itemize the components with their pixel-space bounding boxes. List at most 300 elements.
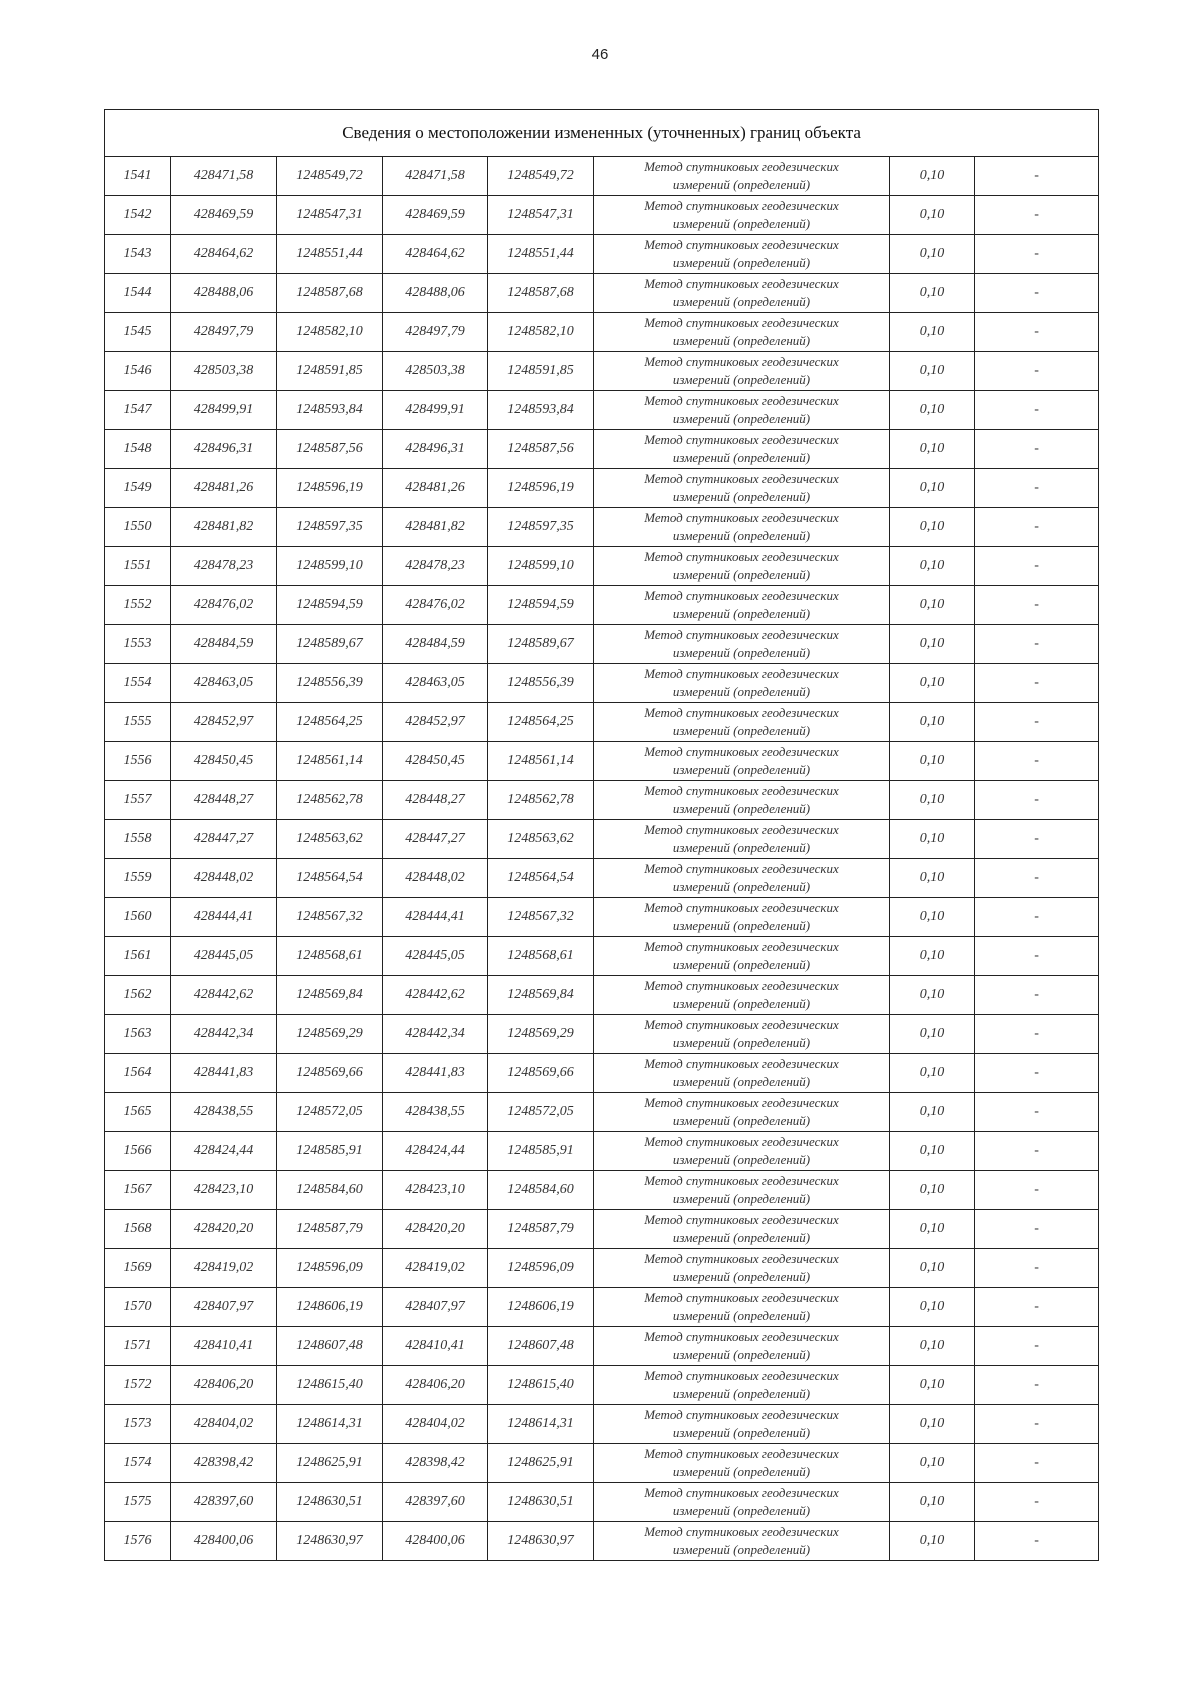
refined-x-cell: 428448,02	[383, 859, 488, 898]
accuracy-cell: 0,10	[890, 352, 975, 391]
table-row	[105, 196, 1099, 235]
method-text-line: измерений (определений)	[672, 372, 811, 387]
table-row	[105, 625, 1099, 664]
refined-x-cell: 428464,62	[383, 235, 488, 274]
refined-x-cell: 428447,27	[383, 820, 488, 859]
existing-x-cell: 428407,97	[171, 1288, 277, 1327]
method-text-line: измерений (определений)	[672, 1503, 811, 1518]
refined-y-cell: 1248587,56	[488, 430, 594, 469]
refined-y-cell: 1248596,09	[488, 1249, 594, 1288]
method-text-line: измерений (определений)	[672, 1191, 811, 1206]
existing-y-cell: 1248599,10	[277, 547, 383, 586]
table-row	[105, 157, 1099, 196]
existing-y-cell: 1248572,05	[277, 1093, 383, 1132]
existing-x-cell: 428442,34	[171, 1015, 277, 1054]
point-number-cell: 1550	[105, 508, 171, 547]
method-text-line: Метод спутниковых геодезических	[644, 783, 839, 798]
accuracy-cell: 0,10	[890, 1054, 975, 1093]
existing-y-cell: 1248614,31	[277, 1405, 383, 1444]
point-number-cell: 1557	[105, 781, 171, 820]
note-cell: -	[975, 1483, 1099, 1522]
existing-x-cell: 428397,60	[171, 1483, 277, 1522]
table-row	[105, 430, 1099, 469]
method-text-line: Метод спутниковых геодезических	[644, 705, 839, 720]
accuracy-cell: 0,10	[890, 1132, 975, 1171]
method-text-line: измерений (определений)	[672, 1464, 811, 1479]
method-cell	[594, 586, 890, 625]
table-row	[105, 469, 1099, 508]
existing-x-cell: 428503,38	[171, 352, 277, 391]
method-text-line: измерений (определений)	[672, 1269, 811, 1284]
method-text-line: измерений (определений)	[672, 762, 811, 777]
refined-x-cell: 428478,23	[383, 547, 488, 586]
method-text-line: Метод спутниковых геодезических	[644, 315, 839, 330]
existing-x-cell: 428450,45	[171, 742, 277, 781]
method-text-line: измерений (определений)	[672, 918, 811, 933]
note-cell: -	[975, 547, 1099, 586]
table-row	[105, 937, 1099, 976]
note-cell: -	[975, 1210, 1099, 1249]
accuracy-cell: 0,10	[890, 313, 975, 352]
existing-y-cell: 1248587,68	[277, 274, 383, 313]
point-number-cell: 1562	[105, 976, 171, 1015]
refined-y-cell: 1248599,10	[488, 547, 594, 586]
existing-x-cell: 428478,23	[171, 547, 277, 586]
method-text-line: Метод спутниковых геодезических	[644, 1485, 839, 1500]
point-number-cell: 1554	[105, 664, 171, 703]
existing-y-cell: 1248630,97	[277, 1522, 383, 1561]
method-cell	[594, 235, 890, 274]
note-cell: -	[975, 508, 1099, 547]
method-cell	[594, 664, 890, 703]
note-cell: -	[975, 781, 1099, 820]
note-cell: -	[975, 1405, 1099, 1444]
refined-x-cell: 428406,20	[383, 1366, 488, 1405]
method-cell	[594, 859, 890, 898]
method-text-line: Метод спутниковых геодезических	[644, 1173, 839, 1188]
accuracy-cell: 0,10	[890, 742, 975, 781]
method-text-line: Метод спутниковых геодезических	[644, 1524, 839, 1539]
method-text-line: Метод спутниковых геодезических	[644, 900, 839, 915]
method-text-line: Метод спутниковых геодезических	[644, 1407, 839, 1422]
accuracy-cell: 0,10	[890, 976, 975, 1015]
refined-y-cell: 1248569,29	[488, 1015, 594, 1054]
accuracy-cell: 0,10	[890, 508, 975, 547]
accuracy-cell: 0,10	[890, 625, 975, 664]
accuracy-cell: 0,10	[890, 391, 975, 430]
table-row	[105, 1210, 1099, 1249]
refined-y-cell: 1248589,67	[488, 625, 594, 664]
method-text-line: измерений (определений)	[672, 996, 811, 1011]
note-cell: -	[975, 859, 1099, 898]
method-text-line: измерений (определений)	[672, 1386, 811, 1401]
note-cell: -	[975, 469, 1099, 508]
method-cell	[594, 1522, 890, 1561]
note-cell: -	[975, 586, 1099, 625]
table-row	[105, 1015, 1099, 1054]
point-number-cell: 1573	[105, 1405, 171, 1444]
existing-x-cell: 428476,02	[171, 586, 277, 625]
existing-y-cell: 1248562,78	[277, 781, 383, 820]
method-text-line: Метод спутниковых геодезических	[644, 237, 839, 252]
existing-y-cell: 1248615,40	[277, 1366, 383, 1405]
note-cell: -	[975, 235, 1099, 274]
refined-x-cell: 428481,82	[383, 508, 488, 547]
note-cell: -	[975, 274, 1099, 313]
method-cell	[594, 1093, 890, 1132]
refined-y-cell: 1248582,10	[488, 313, 594, 352]
method-text-line: измерений (определений)	[672, 177, 811, 192]
existing-x-cell: 428497,79	[171, 313, 277, 352]
point-number-cell: 1567	[105, 1171, 171, 1210]
refined-x-cell: 428445,05	[383, 937, 488, 976]
refined-x-cell: 428397,60	[383, 1483, 488, 1522]
table-row	[105, 1405, 1099, 1444]
method-text-line: Метод спутниковых геодезических	[644, 1134, 839, 1149]
refined-y-cell: 1248587,79	[488, 1210, 594, 1249]
existing-y-cell: 1248567,32	[277, 898, 383, 937]
method-cell	[594, 196, 890, 235]
table-row	[105, 703, 1099, 742]
point-number-cell: 1574	[105, 1444, 171, 1483]
existing-y-cell: 1248606,19	[277, 1288, 383, 1327]
method-text-line: измерений (определений)	[672, 333, 811, 348]
refined-x-cell: 428438,55	[383, 1093, 488, 1132]
existing-y-cell: 1248561,14	[277, 742, 383, 781]
existing-x-cell: 428445,05	[171, 937, 277, 976]
existing-y-cell: 1248607,48	[277, 1327, 383, 1366]
existing-x-cell: 428484,59	[171, 625, 277, 664]
existing-x-cell: 428438,55	[171, 1093, 277, 1132]
note-cell: -	[975, 1249, 1099, 1288]
refined-y-cell: 1248561,14	[488, 742, 594, 781]
existing-y-cell: 1248596,09	[277, 1249, 383, 1288]
boundary-coordinates-table	[104, 109, 1099, 1561]
point-number-cell: 1572	[105, 1366, 171, 1405]
accuracy-cell: 0,10	[890, 937, 975, 976]
method-text-line: измерений (определений)	[672, 216, 811, 231]
accuracy-cell: 0,10	[890, 469, 975, 508]
accuracy-cell: 0,10	[890, 703, 975, 742]
refined-y-cell: 1248630,51	[488, 1483, 594, 1522]
method-text-line: Метод спутниковых геодезических	[644, 627, 839, 642]
accuracy-cell: 0,10	[890, 586, 975, 625]
existing-x-cell: 428488,06	[171, 274, 277, 313]
existing-x-cell: 428471,58	[171, 157, 277, 196]
accuracy-cell: 0,10	[890, 1093, 975, 1132]
note-cell: -	[975, 1171, 1099, 1210]
existing-y-cell: 1248563,62	[277, 820, 383, 859]
method-text-line: Метод спутниковых геодезических	[644, 1017, 839, 1032]
existing-y-cell: 1248568,61	[277, 937, 383, 976]
refined-x-cell: 428407,97	[383, 1288, 488, 1327]
point-number-cell: 1569	[105, 1249, 171, 1288]
accuracy-cell: 0,10	[890, 1288, 975, 1327]
existing-y-cell: 1248589,67	[277, 625, 383, 664]
accuracy-cell: 0,10	[890, 235, 975, 274]
refined-y-cell: 1248594,59	[488, 586, 594, 625]
point-number-cell: 1561	[105, 937, 171, 976]
method-cell	[594, 430, 890, 469]
existing-x-cell: 428452,97	[171, 703, 277, 742]
refined-x-cell: 428442,34	[383, 1015, 488, 1054]
refined-x-cell: 428471,58	[383, 157, 488, 196]
refined-x-cell: 428448,27	[383, 781, 488, 820]
existing-y-cell: 1248569,29	[277, 1015, 383, 1054]
method-cell	[594, 547, 890, 586]
refined-x-cell: 428424,44	[383, 1132, 488, 1171]
table-row	[105, 1132, 1099, 1171]
method-cell	[594, 625, 890, 664]
method-text-line: Метод спутниковых геодезических	[644, 354, 839, 369]
existing-y-cell: 1248547,31	[277, 196, 383, 235]
method-cell	[594, 1366, 890, 1405]
point-number-cell: 1551	[105, 547, 171, 586]
existing-x-cell: 428441,83	[171, 1054, 277, 1093]
existing-x-cell: 428447,27	[171, 820, 277, 859]
refined-x-cell: 428450,45	[383, 742, 488, 781]
method-text-line: Метод спутниковых геодезических	[644, 1212, 839, 1227]
point-number-cell: 1560	[105, 898, 171, 937]
refined-x-cell: 428499,91	[383, 391, 488, 430]
method-text-line: измерений (определений)	[672, 645, 811, 660]
point-number-cell: 1553	[105, 625, 171, 664]
method-text-line: измерений (определений)	[672, 840, 811, 855]
point-number-cell: 1575	[105, 1483, 171, 1522]
table-row	[105, 898, 1099, 937]
method-text-line: измерений (определений)	[672, 1347, 811, 1362]
refined-x-cell: 428441,83	[383, 1054, 488, 1093]
method-cell	[594, 313, 890, 352]
accuracy-cell: 0,10	[890, 1366, 975, 1405]
method-text-line: измерений (определений)	[672, 606, 811, 621]
accuracy-cell: 0,10	[890, 781, 975, 820]
method-text-line: Метод спутниковых геодезических	[644, 939, 839, 954]
note-cell: -	[975, 1288, 1099, 1327]
existing-x-cell: 428448,02	[171, 859, 277, 898]
method-text-line: измерений (определений)	[672, 255, 811, 270]
method-text-line: Метод спутниковых геодезических	[644, 276, 839, 291]
refined-y-cell: 1248563,62	[488, 820, 594, 859]
refined-x-cell: 428419,02	[383, 1249, 488, 1288]
method-text-line: измерений (определений)	[672, 957, 811, 972]
method-cell	[594, 1327, 890, 1366]
note-cell: -	[975, 157, 1099, 196]
refined-y-cell: 1248564,25	[488, 703, 594, 742]
method-cell	[594, 781, 890, 820]
table-row	[105, 1171, 1099, 1210]
accuracy-cell: 0,10	[890, 1522, 975, 1561]
method-text-line: Метод спутниковых геодезических	[644, 1251, 839, 1266]
existing-x-cell: 428463,05	[171, 664, 277, 703]
method-cell	[594, 352, 890, 391]
accuracy-cell: 0,10	[890, 1171, 975, 1210]
table-row	[105, 391, 1099, 430]
point-number-cell: 1544	[105, 274, 171, 313]
refined-y-cell: 1248596,19	[488, 469, 594, 508]
method-text-line: Метод спутниковых геодезических	[644, 471, 839, 486]
existing-y-cell: 1248569,66	[277, 1054, 383, 1093]
method-cell	[594, 274, 890, 313]
note-cell: -	[975, 1054, 1099, 1093]
existing-x-cell: 428448,27	[171, 781, 277, 820]
method-cell	[594, 1288, 890, 1327]
method-text-line: Метод спутниковых геодезических	[644, 861, 839, 876]
point-number-cell: 1571	[105, 1327, 171, 1366]
point-number-cell: 1552	[105, 586, 171, 625]
refined-x-cell: 428410,41	[383, 1327, 488, 1366]
accuracy-cell: 0,10	[890, 430, 975, 469]
method-cell	[594, 157, 890, 196]
note-cell: -	[975, 1132, 1099, 1171]
refined-y-cell: 1248615,40	[488, 1366, 594, 1405]
method-text-line: Метод спутниковых геодезических	[644, 1095, 839, 1110]
point-number-cell: 1558	[105, 820, 171, 859]
method-text-line: Метод спутниковых геодезических	[644, 510, 839, 525]
method-cell	[594, 1054, 890, 1093]
accuracy-cell: 0,10	[890, 196, 975, 235]
method-text-line: Метод спутниковых геодезических	[644, 159, 839, 174]
refined-y-cell: 1248569,66	[488, 1054, 594, 1093]
page-number: 46	[591, 46, 609, 63]
point-number-cell: 1555	[105, 703, 171, 742]
method-cell	[594, 391, 890, 430]
table-row	[105, 742, 1099, 781]
existing-x-cell: 428496,31	[171, 430, 277, 469]
accuracy-cell: 0,10	[890, 1249, 975, 1288]
method-text-line: измерений (определений)	[672, 1113, 811, 1128]
existing-x-cell: 428499,91	[171, 391, 277, 430]
refined-x-cell: 428442,62	[383, 976, 488, 1015]
existing-y-cell: 1248587,56	[277, 430, 383, 469]
method-text-line: измерений (определений)	[672, 684, 811, 699]
existing-x-cell: 428410,41	[171, 1327, 277, 1366]
refined-x-cell: 428452,97	[383, 703, 488, 742]
existing-y-cell: 1248630,51	[277, 1483, 383, 1522]
table-row	[105, 781, 1099, 820]
point-number-cell: 1546	[105, 352, 171, 391]
existing-y-cell: 1248591,85	[277, 352, 383, 391]
refined-x-cell: 428463,05	[383, 664, 488, 703]
accuracy-cell: 0,10	[890, 1015, 975, 1054]
table-row	[105, 1444, 1099, 1483]
accuracy-cell: 0,10	[890, 1210, 975, 1249]
refined-x-cell: 428484,59	[383, 625, 488, 664]
method-cell	[594, 742, 890, 781]
method-text-line: измерений (определений)	[672, 879, 811, 894]
point-number-cell: 1545	[105, 313, 171, 352]
accuracy-cell: 0,10	[890, 1405, 975, 1444]
existing-x-cell: 428420,20	[171, 1210, 277, 1249]
method-text-line: Метод спутниковых геодезических	[644, 744, 839, 759]
table-row	[105, 274, 1099, 313]
method-text-line: измерений (определений)	[672, 1152, 811, 1167]
method-text-line: измерений (определений)	[672, 489, 811, 504]
method-cell	[594, 898, 890, 937]
existing-y-cell: 1248597,35	[277, 508, 383, 547]
table-row	[105, 1327, 1099, 1366]
method-text-line: измерений (определений)	[672, 450, 811, 465]
table-row	[105, 1483, 1099, 1522]
refined-x-cell: 428423,10	[383, 1171, 488, 1210]
refined-x-cell: 428496,31	[383, 430, 488, 469]
note-cell: -	[975, 1444, 1099, 1483]
method-cell	[594, 1015, 890, 1054]
existing-y-cell: 1248564,25	[277, 703, 383, 742]
refined-x-cell: 428398,42	[383, 1444, 488, 1483]
refined-y-cell: 1248556,39	[488, 664, 594, 703]
existing-x-cell: 428481,82	[171, 508, 277, 547]
method-text-line: измерений (определений)	[672, 801, 811, 816]
note-cell: -	[975, 1522, 1099, 1561]
accuracy-cell: 0,10	[890, 1327, 975, 1366]
existing-y-cell: 1248564,54	[277, 859, 383, 898]
table-row	[105, 859, 1099, 898]
refined-x-cell: 428444,41	[383, 898, 488, 937]
point-number-cell: 1568	[105, 1210, 171, 1249]
point-number-cell: 1559	[105, 859, 171, 898]
point-number-cell: 1543	[105, 235, 171, 274]
accuracy-cell: 0,10	[890, 1483, 975, 1522]
existing-x-cell: 428398,42	[171, 1444, 277, 1483]
accuracy-cell: 0,10	[890, 859, 975, 898]
method-cell	[594, 1444, 890, 1483]
accuracy-cell: 0,10	[890, 1444, 975, 1483]
refined-y-cell: 1248587,68	[488, 274, 594, 313]
method-text-line: измерений (определений)	[672, 567, 811, 582]
refined-x-cell: 428400,06	[383, 1522, 488, 1561]
method-text-line: Метод спутниковых геодезических	[644, 588, 839, 603]
note-cell: -	[975, 1093, 1099, 1132]
method-text-line: Метод спутниковых геодезических	[644, 1446, 839, 1461]
note-cell: -	[975, 976, 1099, 1015]
method-text-line: Метод спутниковых геодезических	[644, 978, 839, 993]
point-number-cell: 1541	[105, 157, 171, 196]
method-text-line: Метод спутниковых геодезических	[644, 1368, 839, 1383]
note-cell: -	[975, 937, 1099, 976]
existing-y-cell: 1248569,84	[277, 976, 383, 1015]
table-row	[105, 976, 1099, 1015]
table-row	[105, 1093, 1099, 1132]
method-text-line: Метод спутниковых геодезических	[644, 822, 839, 837]
method-cell	[594, 1405, 890, 1444]
refined-y-cell: 1248597,35	[488, 508, 594, 547]
existing-x-cell: 428423,10	[171, 1171, 277, 1210]
note-cell: -	[975, 352, 1099, 391]
note-cell: -	[975, 430, 1099, 469]
table-row	[105, 508, 1099, 547]
table-row	[105, 1054, 1099, 1093]
refined-x-cell: 428488,06	[383, 274, 488, 313]
method-cell	[594, 508, 890, 547]
table-row	[105, 586, 1099, 625]
method-text-line: Метод спутниковых геодезических	[644, 432, 839, 447]
point-number-cell: 1576	[105, 1522, 171, 1561]
refined-y-cell: 1248564,54	[488, 859, 594, 898]
refined-x-cell: 428420,20	[383, 1210, 488, 1249]
existing-x-cell: 428404,02	[171, 1405, 277, 1444]
note-cell: -	[975, 1366, 1099, 1405]
note-cell: -	[975, 1015, 1099, 1054]
refined-y-cell: 1248625,91	[488, 1444, 594, 1483]
point-number-cell: 1549	[105, 469, 171, 508]
refined-y-cell: 1248547,31	[488, 196, 594, 235]
method-cell	[594, 703, 890, 742]
note-cell: -	[975, 820, 1099, 859]
table-row	[105, 313, 1099, 352]
method-cell	[594, 1171, 890, 1210]
refined-y-cell: 1248584,60	[488, 1171, 594, 1210]
